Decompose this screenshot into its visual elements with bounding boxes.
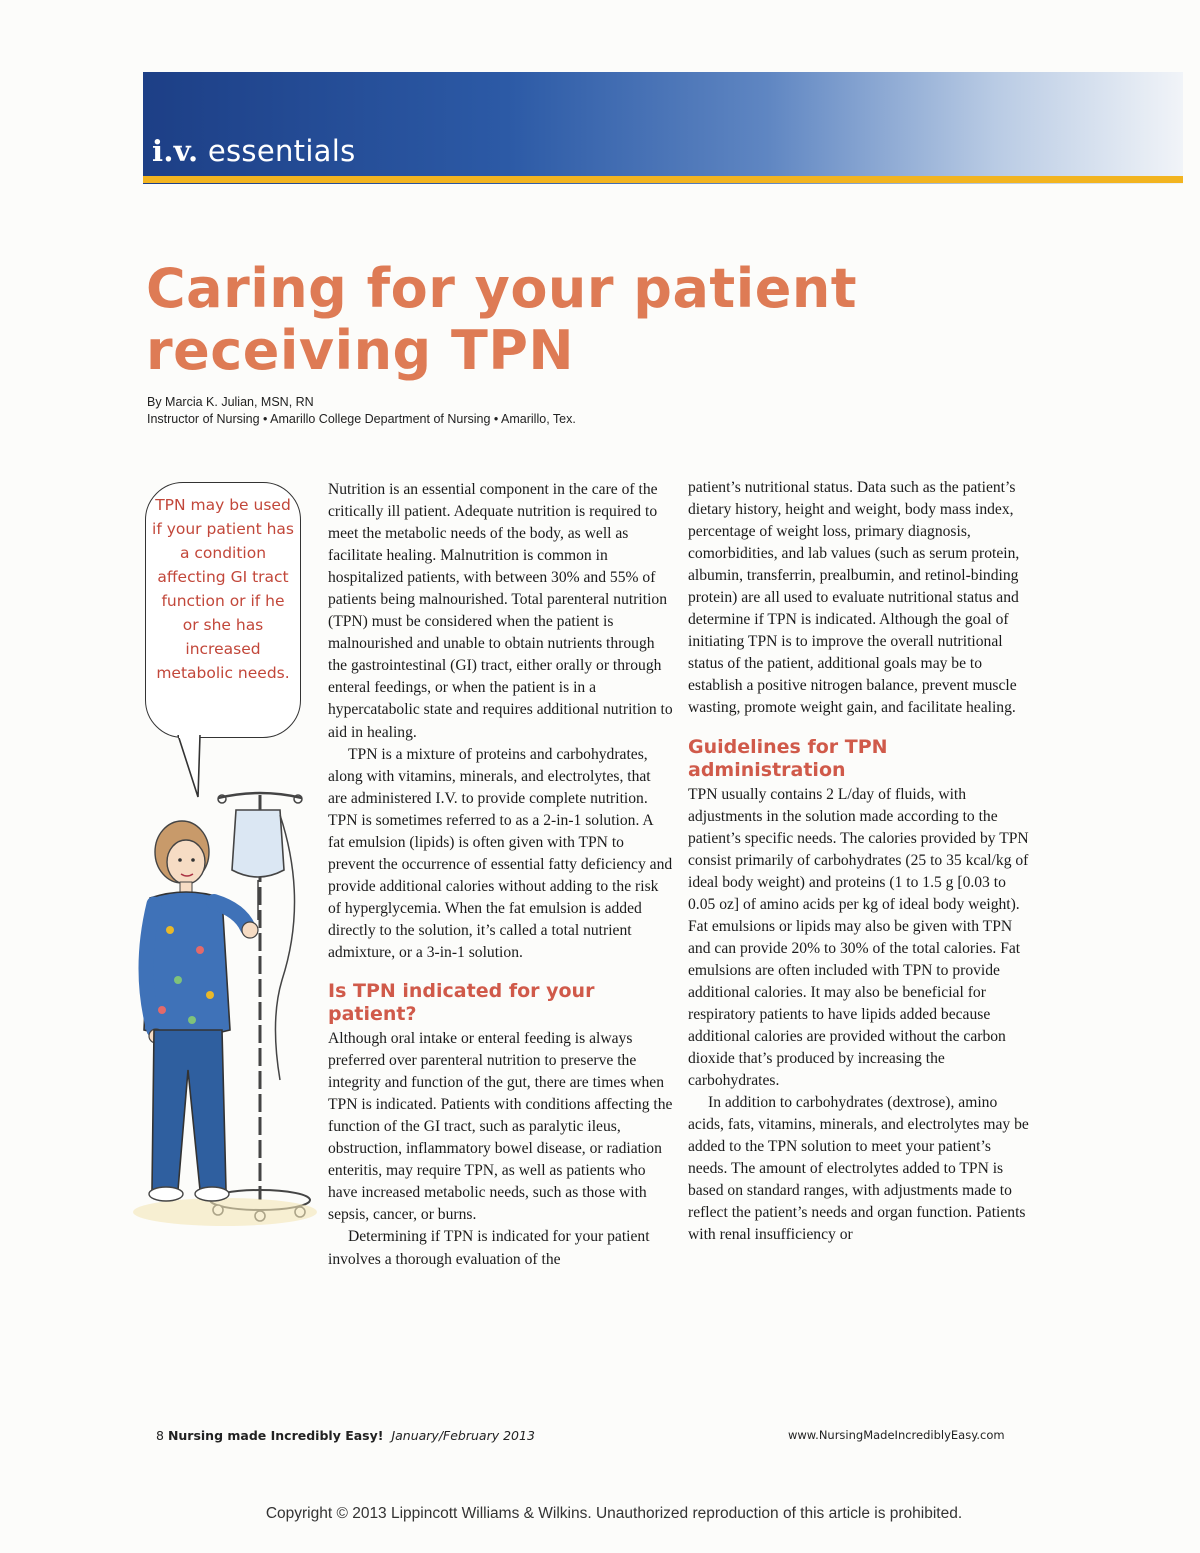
subhead-is-tpn-indicated: Is TPN indicated for your patient? bbox=[328, 980, 595, 1026]
copyright-notice: Copyright © 2013 Lippincott Williams & Wilkins. Unauthorized reproduction of this article is prohibited. bbox=[265, 1505, 963, 1522]
section-label-bold: i.v. bbox=[152, 134, 199, 168]
author-name: By Marcia K. Julian, MSN, RN bbox=[147, 395, 314, 409]
subhead-guidelines: Guidelines for TPN administration bbox=[688, 735, 888, 781]
article-title bbox=[146, 258, 906, 382]
paragraph-intro: Nutrition is an essential component in the care of the critically ill patient. Adequate nutrition is required to meet the metabolic needs of the body, as well as facilitate healing. Malnutrition is common in hospitalized patients, with between 30% and 55% of patients being malnourished. Total parenteral nutrition (TPN) must be considered when the patient is malnourished and unable to obtain nutrients through the gastrointestinal (GI) tract, either orally or through enteral feedings, or when the patient is in a hypercatabolic state and requires additional nutrition to aid in healing. bbox=[328, 481, 673, 741]
body-column-1 bbox=[328, 479, 673, 1271]
paragraph-guidelines: TPN usually contains 2 L/day of fluids, with adjustments in the solution made according to the patient’s specific needs. The calories provided by TPN consist primarily of carbohydrates (25 to 35 kcal/kg of ideal body weight) and proteins (1 to 1.5 g [0.03 to 0.05 oz] of amino acids per kg of ideal body weight). Fat emulsions or lipids may also be given with TPN and can provide 20% to 30% of the total calories. Fat emulsions are often included with TPN to provide additional calories. It may also be beneficial for respiratory patients to have lipids added because additional calories are provided without the carbon dioxide that’s produced by increasing the carbohydrates. bbox=[688, 785, 1029, 1090]
nurse-iv-pole-illustration bbox=[130, 780, 320, 1230]
byline bbox=[147, 394, 576, 428]
paragraph-determining: Determining if TPN is indicated for your patient involves a thorough evaluation of the bbox=[328, 1228, 650, 1268]
journal-issue: January/February 2013 bbox=[391, 1428, 535, 1443]
journal-name: Nursing made Incredibly Easy! bbox=[167, 1428, 384, 1443]
speech-bubble-text: TPN may be used if your patient has a condition affecting GI tract function or if he or she has increased metabolic needs. bbox=[152, 496, 294, 682]
author-affiliation: Instructor of Nursing • Amarillo College Department of Nursing • Amarillo, Tex. bbox=[147, 412, 576, 426]
body-column-2 bbox=[688, 477, 1033, 1247]
paragraph-indications: Although oral intake or enteral feeding is always preferred over parenteral nutrition to preserve the integrity and function of the gut, there are times when TPN is indicated. Patients with conditions affecting the function of the GI tract, such as paralytic ileus, obstruction, inflammatory bowel disease, or radiation enteritis, may require TPN, as well as patients who have increased metabolic needs, such as those with sepsis, cancer, or burns. bbox=[328, 1030, 673, 1224]
section-label bbox=[152, 134, 356, 168]
paragraph-nutritional-status: patient’s nutritional status. Data such as the patient’s dietary history, height and weight, body mass index, percentage of weight loss, primary diagnosis, comorbidities, and lab values (such as serum protein, albumin, transferrin, prealbumin, and retinol-binding protein) are all used to evaluate nutritional status and determine if TPN is indicated. Although the goal of initiating TPN is to improve the overall nutritional status of the patient, additional goals may be to establish a positive nitrogen balance, prevent muscle wasting, promote weight gain, and facilitate healing. bbox=[688, 479, 1020, 717]
article-title-line2: receiving TPN bbox=[146, 319, 575, 382]
speech-bubble bbox=[145, 482, 301, 738]
paragraph-tpn-definition: TPN is a mixture of proteins and carbohydrates, along with vitamins, minerals, and electrolytes, that are administered I.V. to provide complete nutrition. TPN is sometimes referred to as a 2-in-1 solution. A fat emulsion (lipids) is often given with TPN to prevent the occurrence of essential fatty deficiency and provide additional calories without adding to the risk of hyperglycemia. When the fat emulsion is added directly to the solution, it’s called a total nutrient admixture, or a 3-in-1 solution. bbox=[328, 745, 673, 961]
journal-website: www.NursingMadeIncrediblyEasy.com bbox=[788, 1428, 1005, 1442]
paragraph-additives: In addition to carbohydrates (dextrose), amino acids, fats, vitamins, minerals, and electrolytes may be added to the TPN solution to meet your patient’s needs. The amount of electrolytes added to TPN is based on standard ranges, with adjustments made to reflect the patient’s needs and organ function. Patients with renal insufficiency or bbox=[688, 1094, 1029, 1244]
section-header-rule bbox=[143, 176, 1183, 183]
page-footer-left bbox=[156, 1428, 535, 1443]
page-number: 8 bbox=[156, 1428, 164, 1443]
article-title-line1: Caring for your patient bbox=[146, 257, 858, 320]
section-label-rest: essentials bbox=[207, 134, 356, 168]
